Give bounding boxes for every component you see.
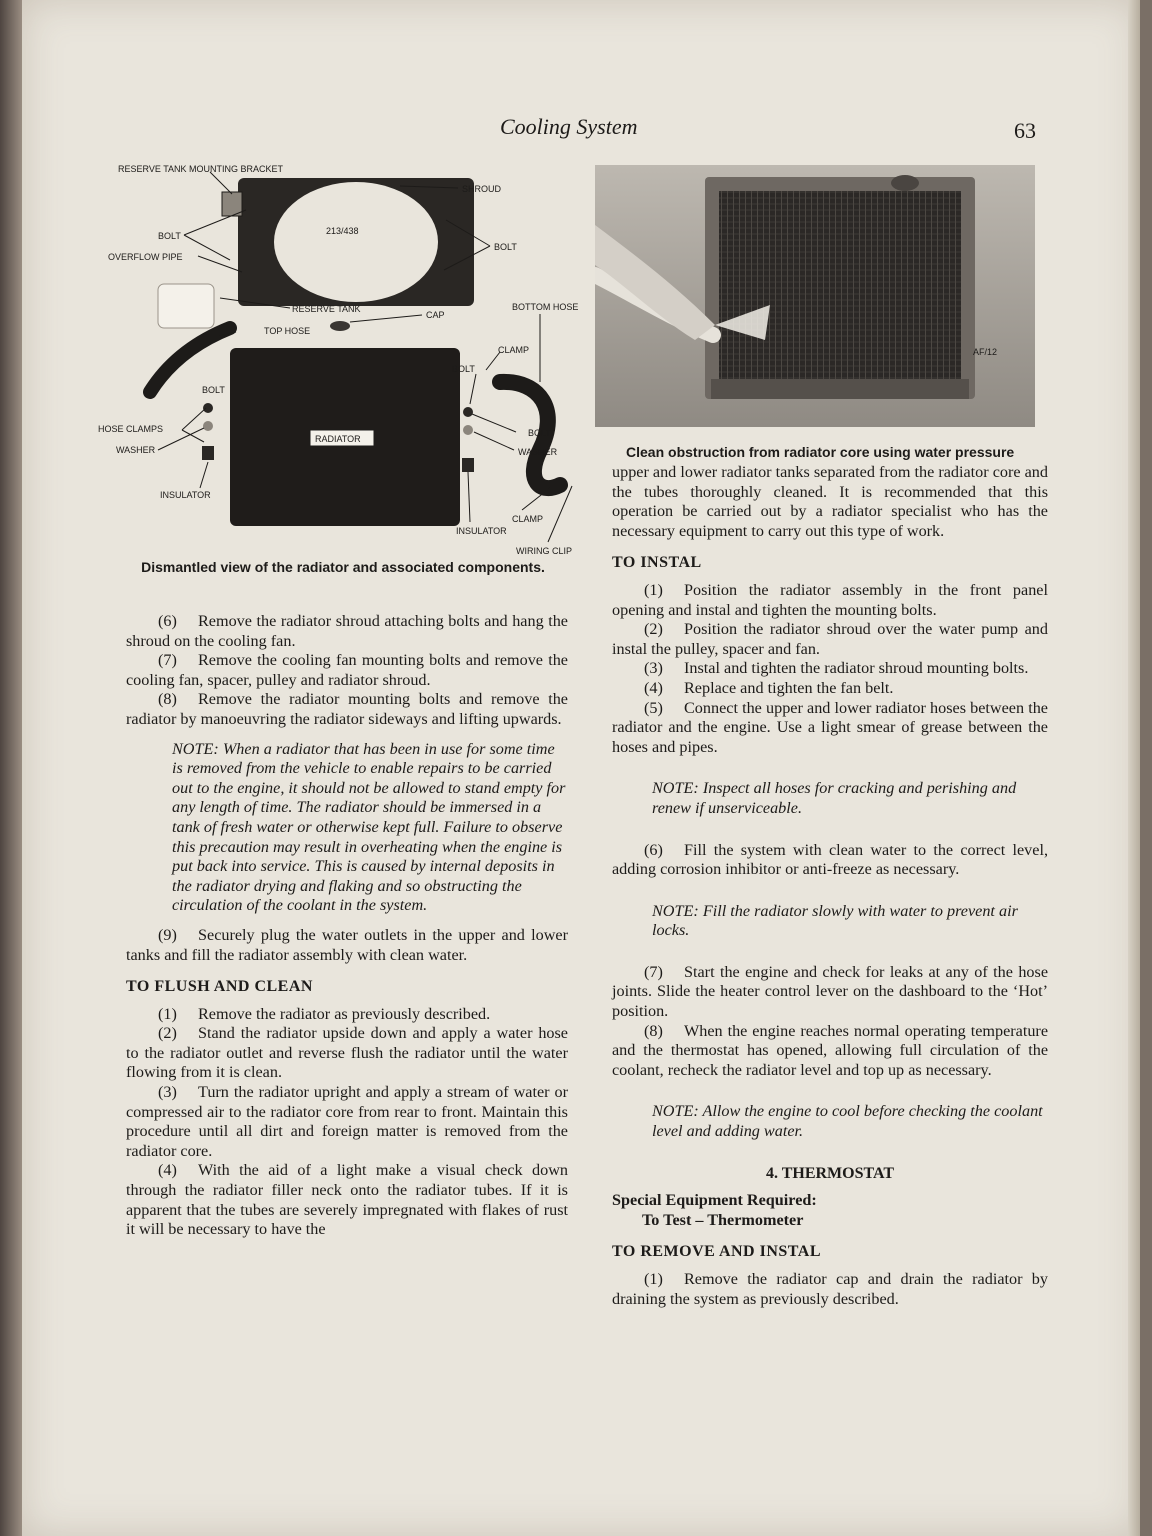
figure1-caption: Dismantled view of the radiator and associated components. xyxy=(141,559,545,575)
label-bolt: BOLT xyxy=(158,231,181,241)
photo-code: AF/12 xyxy=(973,347,998,357)
special-equipment-item: To Test – Thermometer xyxy=(642,1210,804,1229)
shroud-opening xyxy=(274,182,438,302)
step-paragraph: (6) Fill the system with clean water to the correct level, adding corrosion inhibitor or anti-freeze as necessary. xyxy=(612,840,1048,879)
step-paragraph: (4) With the aid of a light make a visual check down through the radiator filler neck onto the radiator tubes. If it is apparent that the tubes are severely impregnated with flakes of rust it will be necessary to have the xyxy=(126,1161,568,1239)
photo-radiator-core xyxy=(719,191,961,381)
label-bolt: BOLT xyxy=(494,242,517,252)
label-washer: WASHER xyxy=(116,445,156,455)
step-paragraph: (6) Remove the radiator shroud attaching bolts and hang the shroud on the cooling fan. xyxy=(126,612,568,650)
insulator-part xyxy=(202,446,214,460)
leader-line xyxy=(474,432,514,450)
label-overflow-pipe: OVERFLOW PIPE xyxy=(108,252,183,262)
right-text-column xyxy=(612,463,1048,1309)
step-paragraph: (1) Remove the radiator cap and drain the radiator by draining the system as previously described. xyxy=(612,1270,1048,1308)
label-reserve-tank: RESERVE TANK xyxy=(292,304,361,314)
heading-flush-and-clean: TO FLUSH AND CLEAN xyxy=(126,978,313,996)
bolt-part xyxy=(463,407,473,417)
radiator-cap-shape xyxy=(330,321,350,331)
insulator-part xyxy=(462,458,474,472)
figure2-caption: Clean obstruction from radiator core using water pressure xyxy=(626,444,1015,460)
washer-part xyxy=(203,421,213,431)
step-paragraph: (2) Stand the radiator upside down and apply a water hose to the radiator outlet and reverse flush the radiator until the water flowing from it is clean. xyxy=(126,1024,568,1082)
page-edge xyxy=(1128,0,1140,1536)
label-bolt: BOLT xyxy=(202,385,225,395)
step-paragraph: (7) Start the engine and check for leaks at any of the hose joints. Slide the heater control lever on the dashboard to the ‘Hot’ position. xyxy=(612,962,1048,1021)
leader-line xyxy=(468,472,470,522)
label-insulator: INSULATOR xyxy=(456,526,507,536)
note-radiator-storage: NOTE: When a radiator that has been in use for some time is removed from the vehicle to enable repairs to be carried out to the engine, it should not be allowed to stand empty for any length of time. The radiator should be immersed in a tank of fresh water or otherwise kept full. Failure to observe this precaution may result in overheating when the engine is put back into service. This is caused by internal deposits in the radiator drying and flaking and so obstructing the circulation of the coolant in the system. xyxy=(172,739,566,915)
step-paragraph: (3) Turn the radiator upright and apply a stream of water or compressed air to the radiator core from rear to front. Maintain this procedure until all dirt and foreign matter is removed from the radiator core. xyxy=(126,1083,568,1160)
label-clamp: CLAMP xyxy=(512,514,544,524)
leader-line xyxy=(470,374,476,404)
label-washer: WASHER xyxy=(518,447,558,457)
leader-line xyxy=(200,462,208,488)
label-insulator: INSULATOR xyxy=(160,490,211,500)
note-engine-cool: NOTE: Allow the engine to cool before checking the coolant level and adding water. xyxy=(652,1102,1043,1141)
note-fill-slowly: NOTE: Fill the radiator slowly with water to prevent air locks. xyxy=(652,901,1018,940)
top-hose-shape xyxy=(150,328,230,392)
step-paragraph: (8) Remove the radiator mounting bolts and remove the radiator by manoeuvring the radiator sideways and lifting upwards. xyxy=(126,690,568,728)
leader-line xyxy=(158,428,204,450)
label-bolt: BOLT xyxy=(528,428,551,438)
step-paragraph: (3) Instal and tighten the radiator shroud mounting bolts. xyxy=(644,659,1029,678)
washer-part xyxy=(463,425,473,435)
left-text-column xyxy=(126,612,568,1240)
reserve-tank-shape xyxy=(158,284,214,328)
continuation-paragraph: upper and lower radiator tanks separated from the radiator core and the tubes thoroughly cleaned. It is recommended that this operation be carried out by a radiator specialist who has the necessary equipment to carry out this type of work. xyxy=(612,463,1048,540)
page-number: 63 xyxy=(1014,118,1036,143)
book-spine xyxy=(0,0,22,1536)
step-paragraph: (8) When the engine reaches normal operating temperature and the thermostat has opened, allowing full circulation of the coolant, recheck the radiator level and top up as necessary. xyxy=(612,1021,1048,1079)
leader-line xyxy=(184,210,246,260)
heading-to-instal: TO INSTAL xyxy=(612,554,702,572)
radiator-flush-photo xyxy=(595,165,1035,427)
label-bottom-hose: BOTTOM HOSE xyxy=(512,302,579,312)
label-radiator: RADIATOR xyxy=(315,434,361,444)
special-equipment-label: Special Equipment Required: xyxy=(612,1191,817,1210)
label-cap: CAP xyxy=(426,310,445,320)
label-bolt: BOLT xyxy=(452,364,475,374)
step-paragraph: (1) Remove the radiator as previously described. xyxy=(158,1004,491,1023)
page-header-title: Cooling System xyxy=(500,114,638,139)
photo-bottom-tank xyxy=(711,379,969,399)
leader-line xyxy=(198,256,242,272)
leader-line xyxy=(472,414,516,432)
label-wiring-clip: WIRING CLIP xyxy=(516,546,573,556)
label-reserve-tank-bracket: RESERVE TANK MOUNTING BRACKET xyxy=(118,164,284,174)
step-paragraph: (2) Position the radiator shroud over the water pump and instal the pulley, spacer and fan. xyxy=(612,620,1048,658)
label-hose-clamps: HOSE CLAMPS xyxy=(98,424,164,434)
leader-line xyxy=(210,172,232,194)
section-heading-thermostat: 4. THERMOSTAT xyxy=(765,1164,895,1182)
radiator-exploded-diagram xyxy=(70,150,590,560)
step-paragraph: (5) Connect the upper and lower radiator hoses between the radiator and the engine. Use a light smear of grease between the hoses and pipes. xyxy=(612,698,1048,756)
bolt-part xyxy=(203,403,213,413)
heading-remove-and-instal: TO REMOVE AND INSTAL xyxy=(612,1243,821,1261)
step-paragraph: (7) Remove the cooling fan mounting bolts and remove the cooling fan, spacer, pulley and radiator shroud. xyxy=(126,651,568,689)
step-paragraph: (4) Replace and tighten the fan belt. xyxy=(644,678,894,697)
label-shroud: SHROUD xyxy=(462,184,502,194)
note-inspect-hoses: NOTE: Inspect all hoses for cracking and perishing and renew if unserviceable. xyxy=(652,779,1017,817)
leader-line xyxy=(350,315,422,322)
step-paragraph: (9) Securely plug the water outlets in the upper and lower tanks and fill the radiator assembly with clean water. xyxy=(126,925,568,964)
photo-filler-neck xyxy=(891,175,919,191)
label-figure-code: 213/438 xyxy=(326,226,359,236)
step-paragraph: (1) Position the radiator assembly in the front panel opening and instal and tighten the mounting bolts. xyxy=(612,580,1048,619)
label-top-hose: TOP HOSE xyxy=(264,326,311,336)
label-clamp: CLAMP xyxy=(498,345,530,355)
